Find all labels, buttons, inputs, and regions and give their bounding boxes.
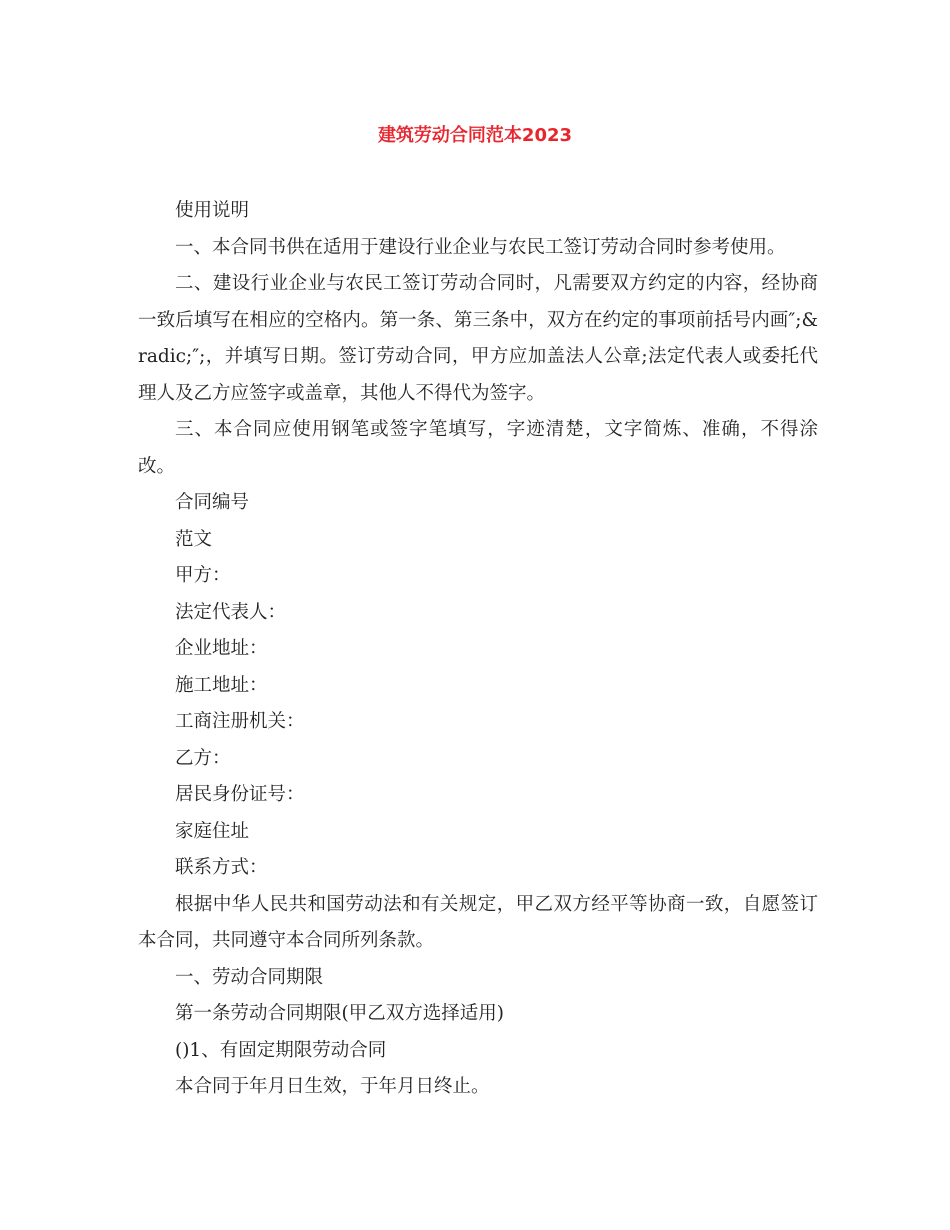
field-id-number: 居民身份证号： [175, 784, 305, 805]
document-title: 建筑劳动合同范本2023 [377, 125, 573, 146]
option-fixed-term: ()1、有固定期限劳动合同 [175, 1039, 387, 1061]
field-party-a: 甲方： [175, 565, 231, 586]
paragraph-usage-2: 二、建设行业企业与农民工签订劳动合同时，凡需要双方约定的内容，经协商一致后填写在相应的空格内。第一条、第三条中，双方在约定的事项前括号内画″;&radic;″;，并填写日期。签订劳动合同，甲方应加盖法人公章;法定代表人或委托代理人及乙方应签字或盖章，其他人不得代为签字。 [138, 273, 818, 404]
field-contract-number: 合同编号 [175, 492, 250, 513]
paragraph-usage-1: 一、本合同书供在适用于建设行业企业与农民工签订劳动合同时参考使用。 [175, 236, 786, 258]
field-party-b: 乙方： [175, 747, 231, 769]
section-heading-term: 一、劳动合同期限 [175, 966, 324, 988]
label-sample-text: 范文 [175, 528, 213, 550]
field-company-address: 企业地址： [175, 638, 268, 659]
field-legal-representative: 法定代表人： [175, 601, 287, 623]
field-contact: 联系方式： [175, 857, 268, 878]
paragraph-usage-3: 三、本合同应使用钢笔或签字笔填写，字迹清楚，文字简炼、准确，不得涂改。 [138, 419, 818, 477]
field-home-address: 家庭住址 [175, 820, 250, 842]
paragraph-usage-heading: 使用说明 [175, 200, 250, 221]
field-registration-authority: 工商注册机关： [175, 711, 305, 732]
document-body [138, 193, 818, 1106]
paragraph-preamble: 根据中华人民共和国劳动法和有关规定，甲乙双方经平等协商一致，自愿签订本合同，共同遵守本合同所列条款。 [138, 893, 818, 951]
article-1-heading: 第一条劳动合同期限(甲乙双方选择适用) [175, 1003, 504, 1024]
paragraph-effective-dates: 本合同于年月日生效，于年月日终止。 [175, 1076, 490, 1097]
field-construction-address: 施工地址： [175, 674, 268, 696]
